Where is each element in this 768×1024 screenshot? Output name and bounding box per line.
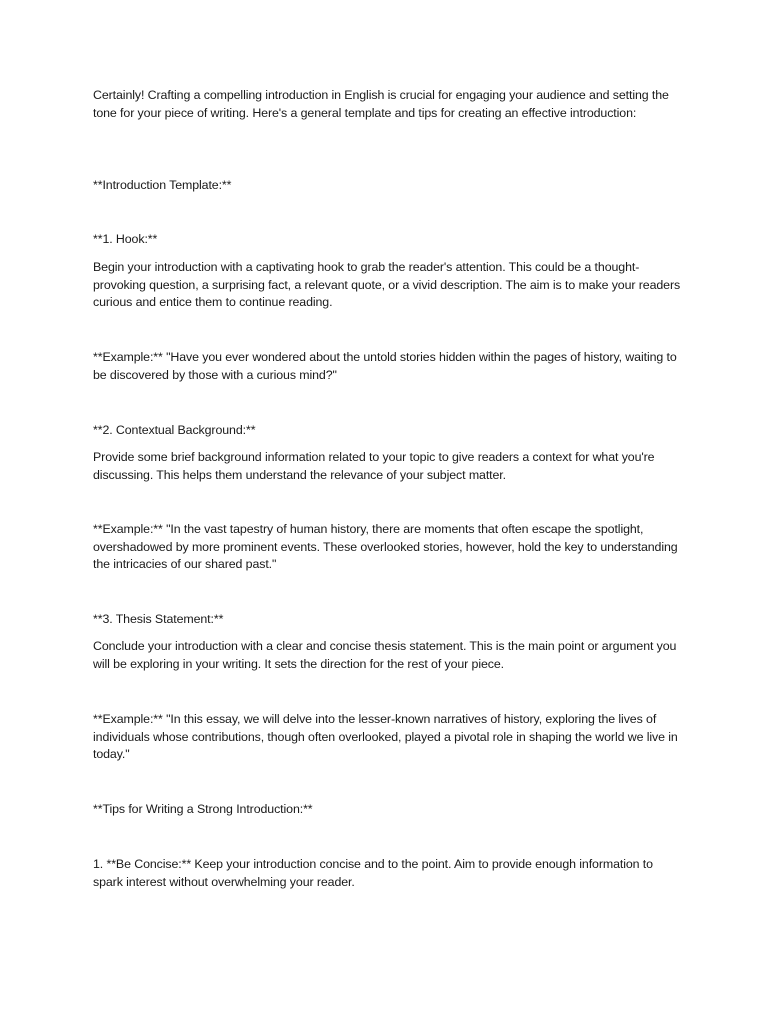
- hook-example: **Example:** "Have you ever wondered about the untold stories hidden within the pages of history, waiting to be discovered by those with a curious mind?": [93, 350, 677, 382]
- tips-heading: **Tips for Writing a Strong Introduction:**: [93, 802, 313, 816]
- context-body: Provide some brief background information related to your topic to give readers a context for what you're discussing. This helps them understand the relevance of your subject matter.: [93, 450, 655, 482]
- hook-heading: **1. Hook:**: [93, 232, 158, 246]
- context-heading: **2. Contextual Background:**: [93, 423, 256, 437]
- intro-paragraph: Certainly! Crafting a compelling introduction in English is crucial for engaging your audience and setting the tone for your piece of writing. Here's a general template and tips for creating an effective introduction:: [93, 88, 669, 120]
- context-example: **Example:** "In the vast tapestry of human history, there are moments that often escape the spotlight, overshadowed by more prominent events. These overlooked stories, however, hold the key to understanding the intricacies of our shared past.": [93, 522, 678, 572]
- template-heading: **Introduction Template:**: [93, 178, 232, 192]
- thesis-heading: **3. Thesis Statement:**: [93, 612, 224, 626]
- thesis-body: Conclude your introduction with a clear and concise thesis statement. This is the main point or argument you will be exploring in your writing. It sets the direction for the rest of your piece.: [93, 639, 677, 671]
- tip-item: 1. **Be Concise:** Keep your introduction concise and to the point. Aim to provide enough information to spark interest without overwhelming your reader.: [93, 857, 653, 889]
- hook-body: Begin your introduction with a captivating hook to grab the reader's attention. This could be a thought-provoking question, a surprising fact, a relevant quote, or a vivid description. The aim is to make your readers curious and entice them to continue reading.: [93, 260, 681, 310]
- thesis-example: **Example:** "In this essay, we will delve into the lesser-known narratives of history, exploring the lives of individuals whose contributions, though often overlooked, played a pivotal role in shaping the world we live in today.": [93, 712, 678, 762]
